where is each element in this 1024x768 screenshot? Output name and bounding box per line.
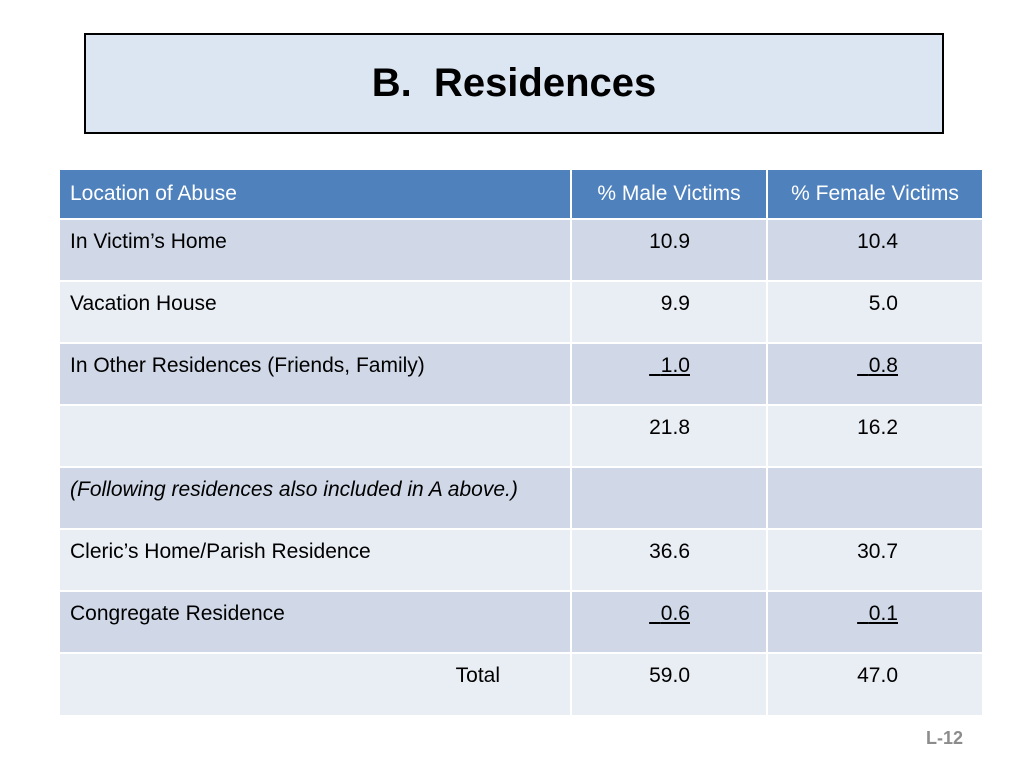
location-cell: Congregate Residence [60,591,571,653]
slide-title: B. Residences [371,61,657,105]
male-value-cell: 9.9 [571,281,767,343]
male-total-cell: 59.0 [571,653,767,715]
table-row [60,467,982,529]
male-value: 1.0 [660,354,690,377]
female-value-cell: 10.4 [767,219,982,281]
female-value-cell: 5.0 [767,281,982,343]
table-row [60,343,982,405]
female-value-cell: 30.7 [767,529,982,591]
male-value-cell [571,591,767,653]
male-underlined-value [649,354,690,377]
location-cell: In Victim’s Home [60,219,571,281]
note-cell: (Following residences also included in A above.) [60,467,571,529]
location-cell [60,405,571,467]
table-header-row [60,170,982,219]
male-value-cell: 36.6 [571,529,767,591]
title-box [84,33,944,134]
female-value: 0.1 [868,602,898,625]
female-value-cell [767,591,982,653]
female-value-cell [767,343,982,405]
female-underlined-value [857,354,898,377]
table-row [60,219,982,281]
location-cell: Cleric’s Home/Parish Residence [60,529,571,591]
total-label-cell: Total [60,653,571,715]
table-row [60,529,982,591]
male-subtotal-cell: 21.8 [571,405,767,467]
female-value: 0.8 [868,354,898,377]
male-value-cell [571,467,767,529]
male-value-cell: 10.9 [571,219,767,281]
table-row [60,405,982,467]
slide-number: L-12 [925,728,963,748]
location-cell: In Other Residences (Friends, Family) [60,343,571,405]
female-subtotal-cell: 16.2 [767,405,982,467]
residences-table [60,170,982,715]
male-underlined-value [649,602,690,625]
header-female-victims: % Female Victims [767,170,982,219]
female-total-cell: 47.0 [767,653,982,715]
table-row [60,591,982,653]
female-underlined-value [857,602,898,625]
table-row [60,653,982,715]
male-value-cell [571,343,767,405]
location-cell: Vacation House [60,281,571,343]
female-value-cell [767,467,982,529]
male-value: 0.6 [660,602,690,625]
header-location: Location of Abuse [60,170,571,219]
header-male-victims: % Male Victims [571,170,767,219]
table-row [60,281,982,343]
